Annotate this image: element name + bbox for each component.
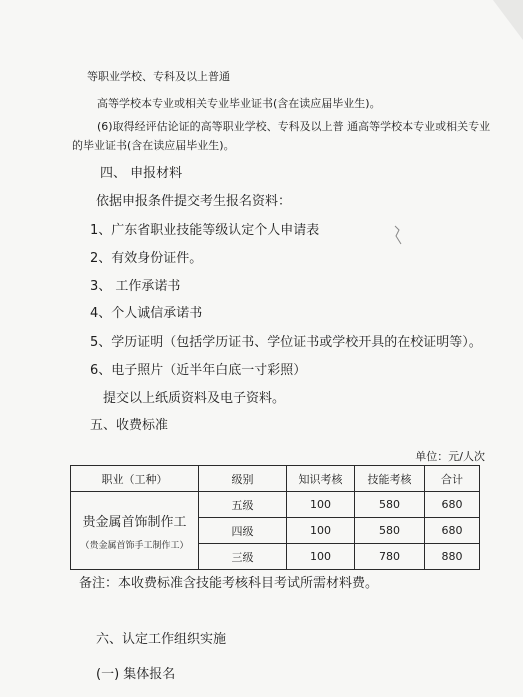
section-heading-4: 四、 申报材料 [100,166,183,181]
total-fee-cell: 680 [425,518,480,544]
material-item: 5、学历证明（包括学历证书、学位证书或学校开具的在校证明等）。 [90,335,482,350]
paragraph-line: (6)取得经评估论证的高等职业学校、专科及以上普 通高等学校本专业或相关专业 [97,120,491,133]
header-cell: 技能考核 [355,466,425,492]
occupation-name: 贵金属首饰制作工 [82,514,187,530]
knowledge-fee-cell: 100 [287,544,355,570]
level-cell: 四级 [199,518,287,544]
skill-fee-cell: 780 [355,544,425,570]
fee-table [70,465,480,570]
material-item: 4、个人诚信承诺书 [90,306,203,321]
paragraph-line: 高等学校本专业或相关专业毕业证书(含在读应届毕业生)。 [97,97,381,110]
header-cell: 合计 [425,466,480,492]
material-item: 3、 工作承诺书 [90,279,181,294]
occupation-cell [71,492,199,570]
table-row [71,492,480,518]
skill-fee-cell: 580 [355,518,425,544]
fee-note: 备注：本收费标准含技能考核科目考试所需材料费。 [79,576,379,591]
total-fee-cell: 680 [425,492,480,518]
total-fee-cell: 880 [425,544,480,570]
level-cell: 五级 [199,492,287,518]
unit-label: 单位：元/人次 [415,450,485,463]
submit-note: 提交以上纸质资料及电子资料。 [103,391,286,406]
knowledge-fee-cell: 100 [287,492,355,518]
knowledge-fee-cell: 100 [287,518,355,544]
occupation-subtype: （贵金属首饰手工制作工） [80,540,189,551]
header-cell: 职业（工种） [71,466,199,492]
section-heading-5: 五、收费标准 [90,418,169,433]
level-cell: 三级 [199,544,287,570]
table-header-row [71,466,480,492]
skill-fee-cell: 580 [355,492,425,518]
subsection-heading: (一) 集体报名 [96,667,176,682]
paragraph-line: 的毕业证书(含在读应届毕业生)。 [72,139,235,152]
paragraph-line: 等职业学校、专科及以上普通 [87,70,230,83]
pen-mark-icon [392,224,406,246]
materials-intro: 依据申报条件提交考生报名资料： [96,194,292,209]
material-item: 6、电子照片（近半年白底一寸彩照） [90,363,307,378]
header-cell: 知识考核 [287,466,355,492]
section-heading-6: 六、认定工作组织实施 [96,632,227,647]
folded-corner [493,0,523,40]
material-item: 2、有效身份证件。 [90,251,203,266]
header-cell: 级别 [199,466,287,492]
material-item: 1、广东省职业技能等级认定个人申请表 [90,223,320,238]
